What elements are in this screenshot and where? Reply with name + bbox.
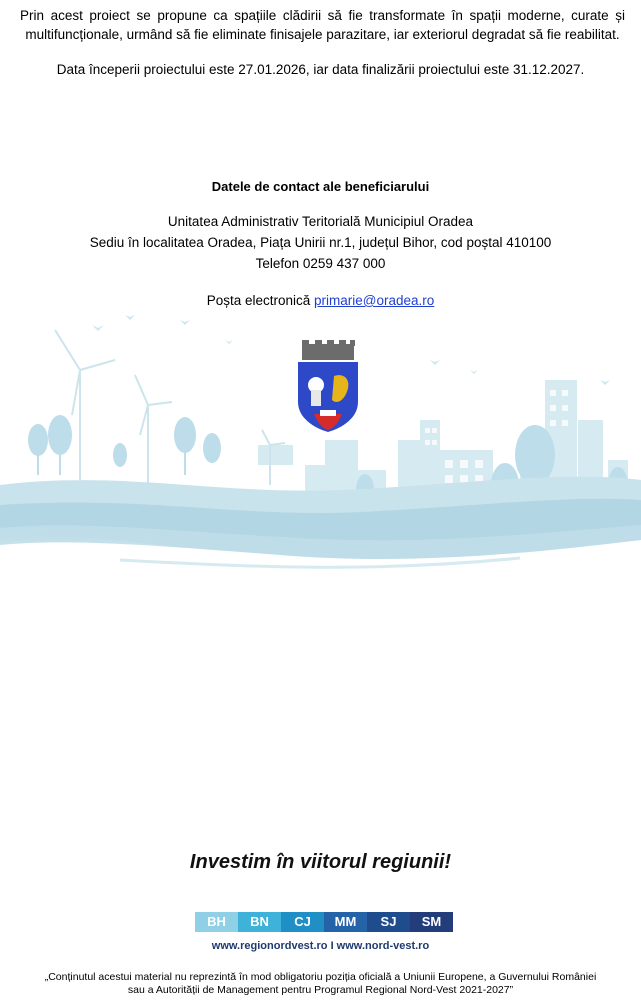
email-label: Poșta electronică xyxy=(206,293,315,308)
city-illustration xyxy=(0,310,641,580)
wind-turbine-icon xyxy=(55,330,285,485)
intro-paragraph: Prin acest proiect se propune ca spațiile clădirii să fie transformate în spații moderne, curate și multifuncționale, urmând să fie eliminate finisajele parazitare, iar exteriorul degradat să fie reabilitat. xyxy=(20,8,625,42)
region-bh: BH xyxy=(195,912,238,932)
email-link[interactable]: primarie@oradea.ro xyxy=(314,293,435,308)
contact-uat: Unitatea Administrativ Teritorială Municipiul Oradea xyxy=(167,214,474,229)
contact-phone: Telefon 0259 437 000 xyxy=(255,256,386,271)
region-sj: SJ xyxy=(367,912,410,932)
contact-address: Sediu în localitatea Oradea, Piața Unirii nr.1, județul Bihor, cod poștal 410100 xyxy=(89,235,552,250)
websites[interactable]: www.regionordvest.ro I www.nord-vest.ro xyxy=(211,940,430,952)
region-bn: BN xyxy=(238,912,281,932)
slogan: Investim în viitorul regiunii! xyxy=(189,851,452,873)
oradea-coat-of-arms xyxy=(298,340,358,432)
region-mm: MM xyxy=(324,912,367,932)
contact-title: Datele de contact ale beneficiarului xyxy=(211,179,430,194)
disclaimer: „Conținutul acestui material nu reprezintă în mod obligatoriu poziția oficială a Uniunii Europene, a Guvernului României sau a Autorității de Management pentru Programul Regional Nord-Vest 2021-2027” xyxy=(44,971,597,996)
contact-email-line xyxy=(0,291,641,310)
region-bar xyxy=(195,912,453,932)
project-dates: Data începerii proiectului este 27.01.2026, iar data finalizării proiectului este 31.12.2027. xyxy=(56,62,585,77)
region-sm: SM xyxy=(410,912,453,932)
region-cj: CJ xyxy=(281,912,324,932)
